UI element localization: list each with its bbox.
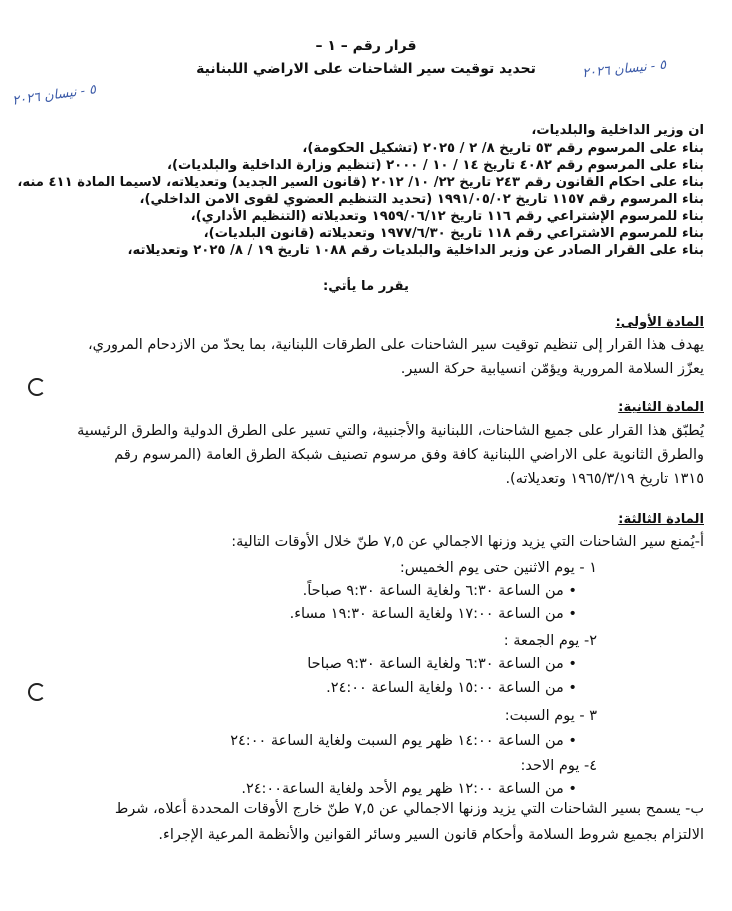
- decision-number: قرار رقم – ١ –: [315, 38, 417, 54]
- time-bullet: • من الساعة ١٤:٠٠ ظهر يوم السبت ولغاية الساعة ٢٤:٠٠: [230, 733, 577, 749]
- day-label: ٣ - يوم السبت:: [504, 708, 597, 724]
- handwritten-date-right: ٥ - نيسان ٢٠٢٦: [581, 57, 667, 82]
- time-text: من الساعة ١٥:٠٠ ولغاية الساعة ٢٤:٠٠.: [326, 680, 564, 696]
- article2-line: والطرق الثانوية على الاراضي اللبنانية كافة وفق مرسوم تصنيف شبكة الطرق العامة (المرسوم رقم: [114, 447, 704, 463]
- time-bullet: • من الساعة ٦:٣٠ ولغاية الساعة ٩:٣٠ صباحا: [307, 656, 577, 672]
- punch-hole-mark-icon: [28, 378, 46, 396]
- preamble-line: بناء على احكام القانون رقم ٢٤٣ تاريخ ٢٢/ ١٠/ ٢٠١٢ (قانون السير الجديد) وتعديلاته، لاسيما المادة ٤١١ منه،: [17, 175, 704, 190]
- article1-line: يهدف هذا القرار إلى تنظيم توقيت سير الشاحنات على الطرقات اللبنانية، بما يحدّ من الازدحام المروري،: [87, 337, 704, 353]
- handwritten-date-left: ٥ - نيسان ٢٠٢٦: [11, 82, 97, 109]
- article2-heading: المادة الثانية:: [618, 400, 704, 415]
- page-title: تحديد توقيت سير الشاحنات على الاراضي اللبنانية: [196, 61, 536, 77]
- day-label: ٢- يوم الجمعة :: [503, 633, 597, 649]
- time-text: من الساعة ١٢:٠٠ ظهر يوم الأحد ولغاية الساعة٢٤:٠٠.: [241, 781, 564, 797]
- time-bullet: • من الساعة ١٧:٠٠ ولغاية الساعة ١٩:٣٠ مساء.: [289, 606, 577, 622]
- article1-line: يعزّز السلامة المرورية ويؤمّن انسيابية حركة السير.: [400, 361, 704, 377]
- time-text: من الساعة ١٤:٠٠ ظهر يوم السبت ولغاية الساعة ٢٤:٠٠: [230, 733, 564, 749]
- time-text: من الساعة ٦:٣٠ ولغاية الساعة ٩:٣٠ صباحا: [307, 656, 564, 672]
- article2-line: ١٣١٥ تاريخ ١٩٦٥/٣/١٩ وتعديلاته).: [505, 471, 704, 487]
- punch-hole-mark-icon: [28, 683, 46, 701]
- article2-line: يُطبّق هذا القرار على جميع الشاحنات، اللبنانية والأجنبية، والتي تسير على الطرق الدولية والطرق الرئيسية: [77, 423, 704, 439]
- preamble-line: بناء للمرسوم الإشتراعي رقم ١١٦ تاريخ ١٩٥٩/٠٦/١٢ وتعديلاته (التنظيم الأداري)،: [190, 209, 704, 224]
- preamble-line: بناء على القرار الصادر عن وزير الداخلية والبلديات رقم ١٠٨٨ تاريخ ١٩ / ٨/ ٢٠٢٥ وتعديلاته،: [127, 243, 704, 258]
- preamble-line: ان وزير الداخلية والبلديات،: [531, 123, 704, 138]
- preamble-line: بناء على المرسوم رقم ٥٣ تاريخ ٨/ ٢ / ٢٠٢٥ (تشكيل الحكومة)،: [302, 141, 704, 156]
- preamble-line: بناء على المرسوم رقم ٤٠٨٢ تاريخ ١٤ / ١٠ / ٢٠٠٠ (تنظيم وزارة الداخلية والبلديات)،: [167, 158, 704, 173]
- time-bullet: • من الساعة ١٥:٠٠ ولغاية الساعة ٢٤:٠٠.: [326, 680, 577, 696]
- article3-heading: المادة الثالثة:: [618, 512, 704, 527]
- time-text: من الساعة ٦:٣٠ ولغاية الساعة ٩:٣٠ صباحاً.: [302, 583, 564, 599]
- preamble-line: بناء المرسوم رقم ١١٥٧ تاريخ ١٩٩١/٠٥/٠٢ (تحديد التنظيم العضوي لقوى الامن الداخلي)،: [139, 192, 704, 207]
- day-label: ١ - يوم الاثنين حتى يوم الخميس:: [399, 560, 597, 576]
- day-label: ٤- يوم الاحد:: [520, 758, 597, 774]
- article1-heading: المادة الأولى:: [615, 315, 704, 330]
- time-bullet: • من الساعة ٦:٣٠ ولغاية الساعة ٩:٣٠ صباحاً.: [302, 583, 577, 599]
- decides-heading: يقرر ما يأتي:: [322, 279, 409, 294]
- article3-clause-a: أ-يُمنع سير الشاحنات التي يزيد وزنها الاجمالي عن ٧,٥ طنّ خلال الأوقات التالية:: [231, 534, 704, 550]
- article3-clause-b: ب- يسمح بسير الشاحنات التي يزيد وزنها الاجمالي عن ٧,٥ طنّ خارج الأوقات المحددة أعلاه، شرط: [114, 801, 704, 817]
- time-text: من الساعة ١٧:٠٠ ولغاية الساعة ١٩:٣٠ مساء.: [289, 606, 564, 622]
- preamble-line: بناء للمرسوم الاشتراعي رقم ١١٨ تاريخ ١٩٧٧/٦/٣٠ وتعديلاته (قانون البلديات)،: [203, 226, 704, 241]
- time-bullet: • من الساعة ١٢:٠٠ ظهر يوم الأحد ولغاية الساعة٢٤:٠٠.: [241, 781, 577, 797]
- article3-clause-b: الالتزام بجميع شروط السلامة وأحكام قانون السير وسائر القوانين والأنظمة المرعية الإجراء.: [158, 827, 704, 843]
